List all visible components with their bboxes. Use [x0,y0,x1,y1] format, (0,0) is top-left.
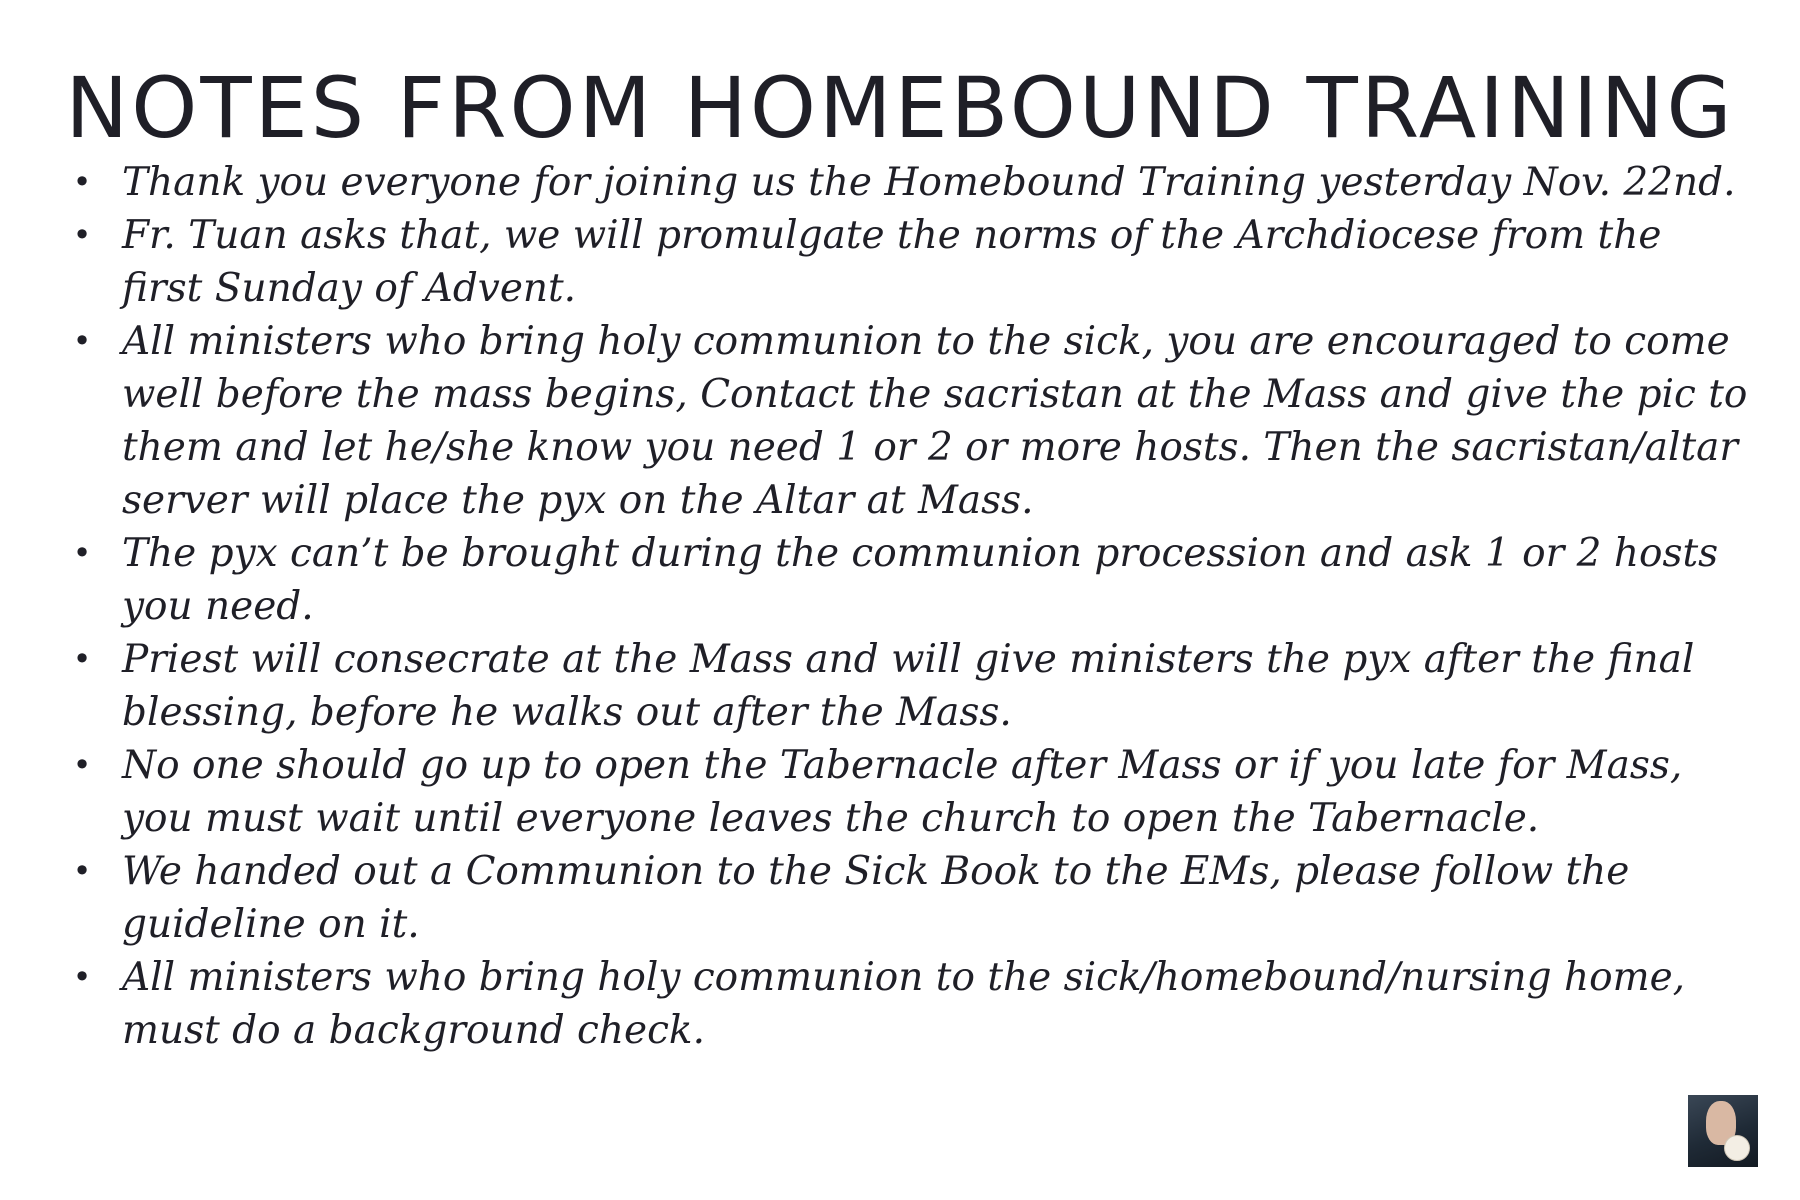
note-text: Fr. Tuan asks that, we will promulgate the norms of the Archdiocese from the first Sunday of Advent. [122,213,1662,311]
bullet-icon: • [72,534,92,572]
list-item [72,845,1752,951]
note-text: No one should go up to open the Tabernacle after Mass or if you late for Mass, you must wait until everyone leaves the church to open the Tabernacle. [122,743,1683,841]
note-text: Thank you everyone for joining us the Homebound Training yesterday Nov. 22nd. [122,160,1736,205]
list-item [72,156,1752,209]
communion-host-photo-icon [1688,1095,1758,1167]
host-wafer-shape [1724,1135,1750,1161]
bullet-icon: • [72,640,92,678]
list-item [72,951,1752,1057]
notes-list [72,156,1752,1057]
bullet-icon: • [72,322,92,360]
bullet-icon: • [72,216,92,254]
bullet-icon: • [72,852,92,890]
list-item [72,739,1752,845]
list-item [72,633,1752,739]
bullet-icon: • [72,746,92,784]
page-title: NOTES FROM HOMEBOUND TRAINING [65,59,1735,157]
note-text: All ministers who bring holy communion to the sick/homebound/nursing home, must do a background check. [122,955,1686,1053]
note-text: We handed out a Communion to the Sick Book to the EMs, please follow the guideline on it. [122,849,1630,947]
list-item [72,209,1752,315]
list-item [72,315,1752,527]
list-item [72,527,1752,633]
note-text: All ministers who bring holy communion to the sick, you are encouraged to come well before the mass begins, Contact the sacristan at the Mass and give the pic to them and let he/she know you need 1 or 2 or more hosts. Then the sacristan/altar server will place the pyx on the Altar at Mass. [122,319,1748,523]
bullet-icon: • [72,958,92,996]
note-text: Priest will consecrate at the Mass and will give ministers the pyx after the final blessing, before he walks out after the Mass. [122,637,1695,735]
note-text: The pyx can’t be brought during the communion procession and ask 1 or 2 hosts you need. [122,531,1719,629]
bullet-icon: • [72,163,92,201]
